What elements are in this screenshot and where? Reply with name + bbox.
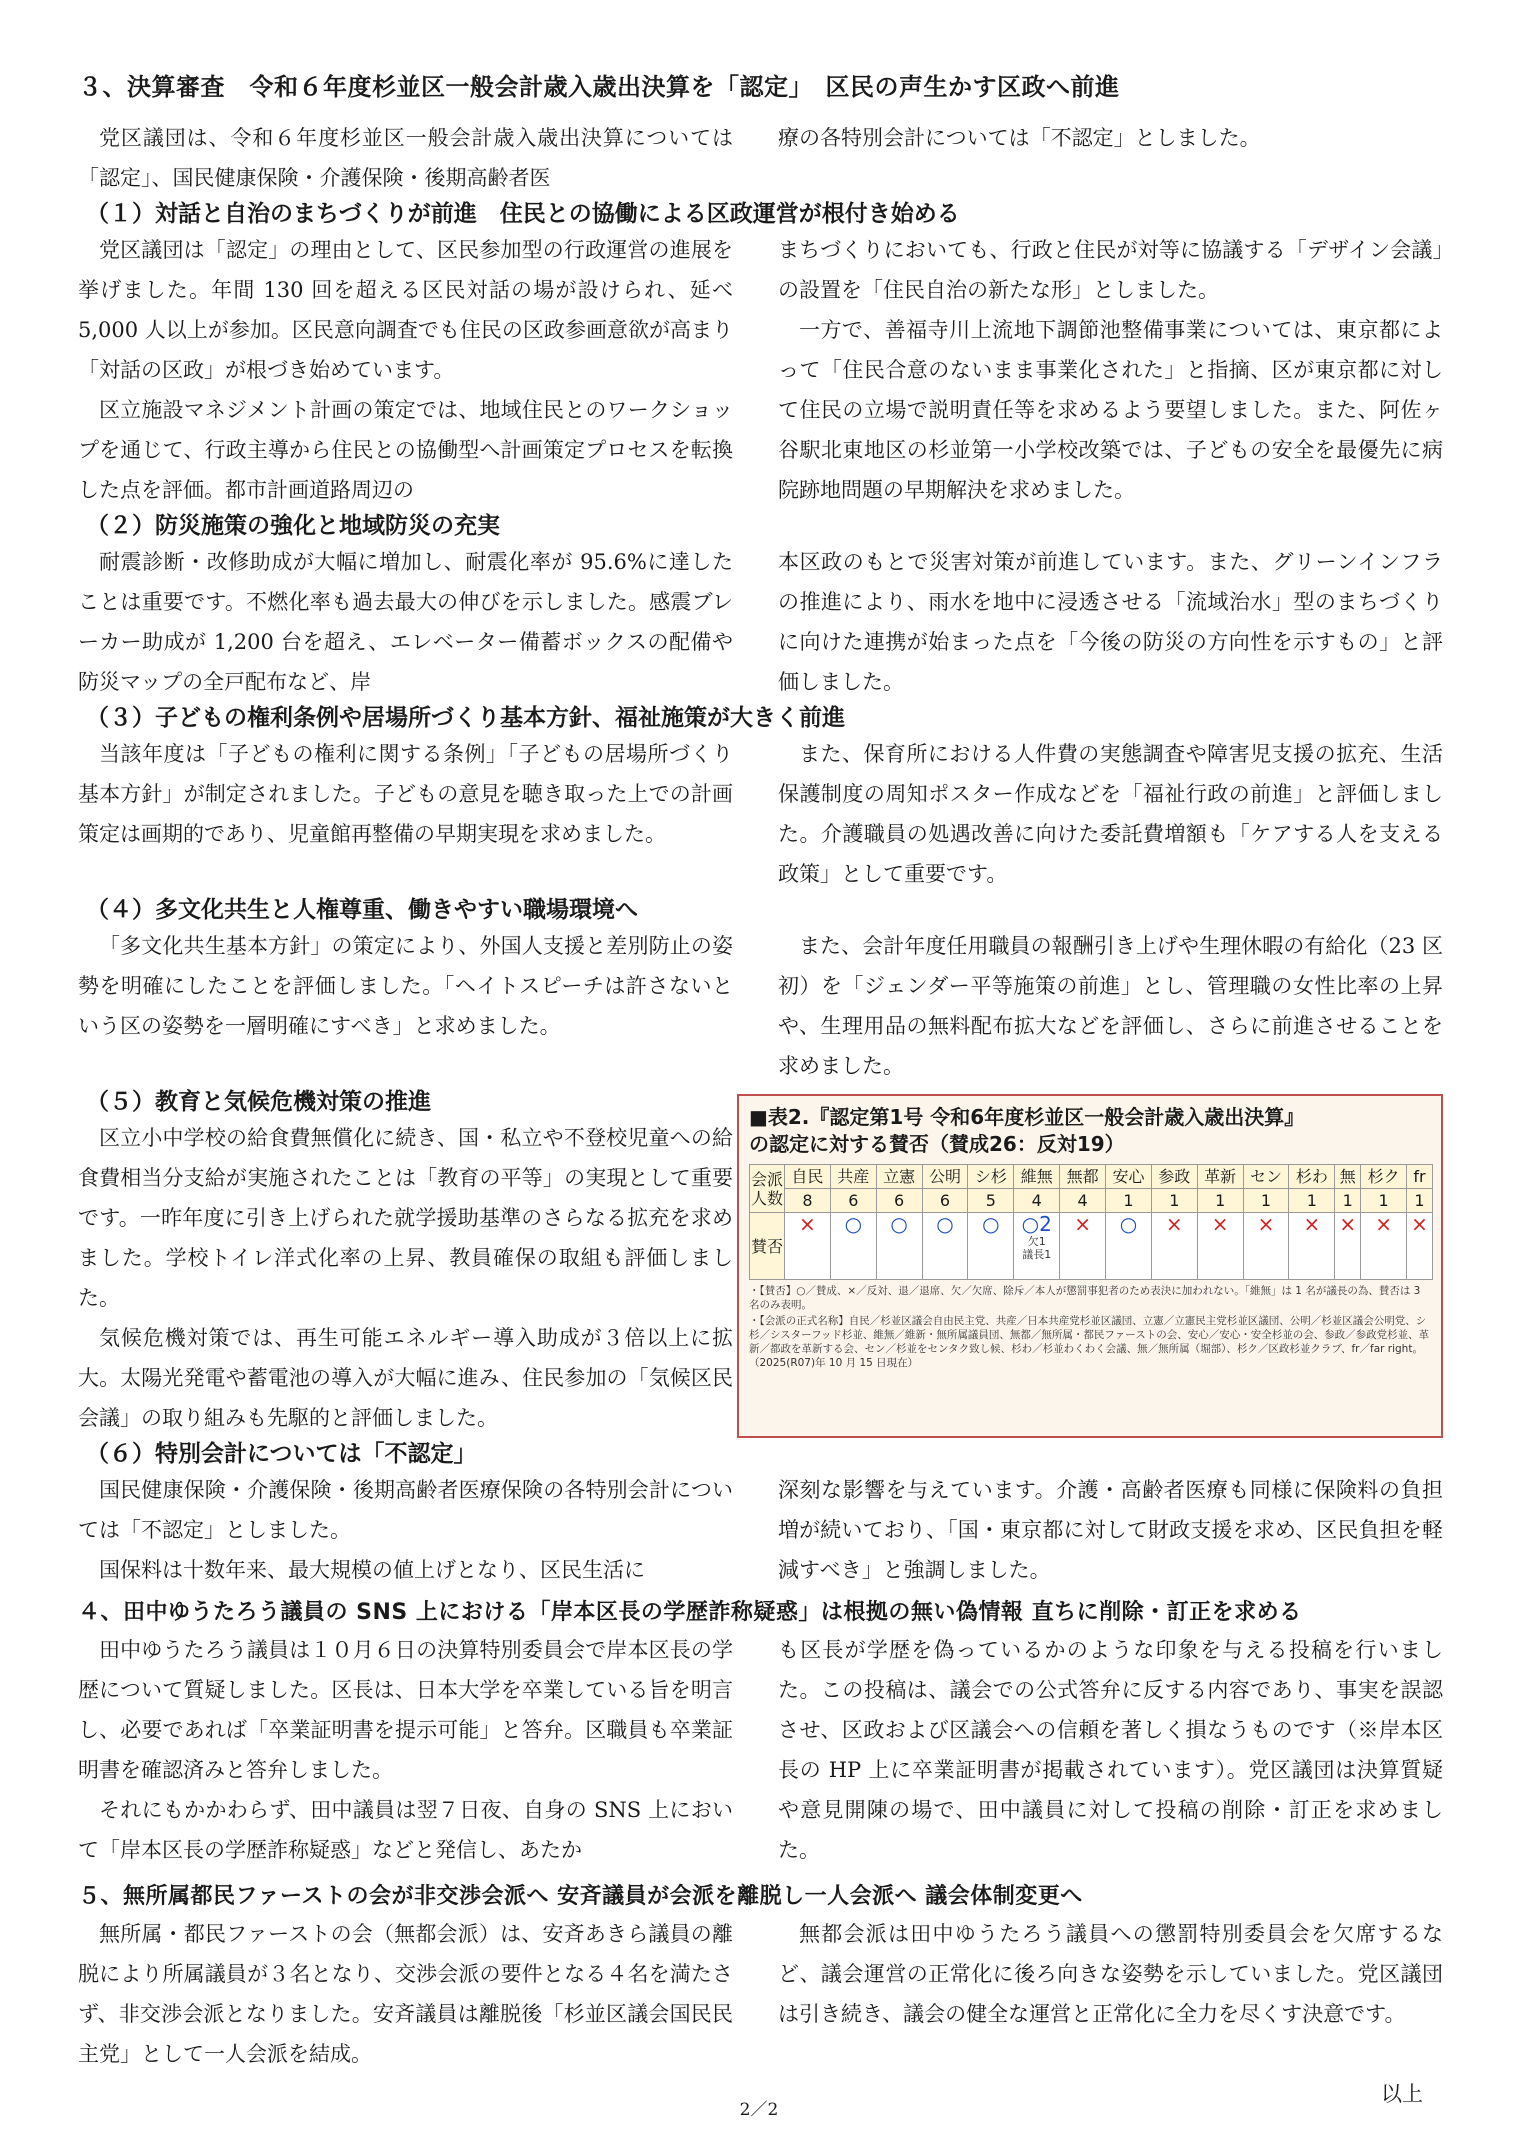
paragraph: 一方で、善福寺川上流地下調節池整備事業については、東京都によって「住民合意のないまま事業化された」と指摘、区が東京都に対して住民の立場で説明責任等を求めるよう要望しました。また、阿佐ヶ谷駅北東地区の杉並第一小学校改築では、子どもの安全を最優先に病院跡地問題の早期解決を求めました。 xyxy=(778,318,1443,502)
section-5-body xyxy=(78,1914,1443,2074)
party-name-cell: 立憲 xyxy=(876,1165,922,1189)
party-vote-cell xyxy=(1361,1213,1407,1280)
subsection-1-heading: （１）対話と自治のまちづくりが前進 住民との協働による区政運営が根付き始める xyxy=(86,201,960,227)
party-vote-cell xyxy=(785,1213,831,1280)
table-label-party xyxy=(750,1165,785,1213)
oppose-mark: × xyxy=(1411,1212,1428,1236)
section-5-heading: ５、無所属都民ファーストの会が非交渉会派へ 安斉議員が会派を離脱し一人会派へ 議会体制変更へ xyxy=(78,1884,1083,1909)
party-count-cell: 1 xyxy=(1361,1189,1407,1213)
subsection-4-body xyxy=(78,926,1443,1086)
paragraph: 気候危機対策では、再生可能エネルギー導入助成が３倍以上に拡大。太陽光発電や蓄電池の導入が大幅に進み、住民参加の「気候区民会議」の取り組みも先駆的と評価しました。 xyxy=(78,1326,733,1430)
approve-mark: ○ xyxy=(890,1212,908,1236)
vote-table-subtitle: の認定に対する賛否（賛成26：反対19） xyxy=(749,1132,1125,1156)
oppose-mark: × xyxy=(1257,1212,1275,1236)
oppose-mark: × xyxy=(1074,1212,1091,1236)
oppose-mark: × xyxy=(1303,1212,1321,1236)
vote-table-notes xyxy=(749,1284,1433,1370)
party-name-cell: 自民 xyxy=(785,1165,831,1189)
party-name-cell: 無都 xyxy=(1060,1165,1106,1189)
subsection-3-body xyxy=(78,734,1443,894)
party-name-cell: 杉わ xyxy=(1289,1165,1335,1189)
table-label-vote: 賛否 xyxy=(750,1213,785,1280)
section-4-body xyxy=(78,1630,1443,1870)
approve-mark: ○ xyxy=(1119,1212,1138,1236)
party-name-cell: 公明 xyxy=(922,1165,968,1189)
paragraph: まちづくりにおいても、行政と住民が対等に協議する「デザイン会議」の設置を「住民自治の新たな形」としました。 xyxy=(778,238,1443,302)
paragraph: また、会計年度任用職員の報酬引き上げや生理休暇の有給化（23 区初）を「ジェンダー平等施策の前進」とし、管理職の女性比率の上昇や、生理用品の無料配布拡大などを評価し、さらに前進させることを求めました。 xyxy=(778,934,1443,1078)
paragraph: も区長が学歴を偽っているかのような印象を与える投稿を行いました。この投稿は、議会での公式答弁に反する内容であり、事実を誤認させ、区政および区議会への信頼を著しく損なうものです（※岸本区長の HP 上に卒業証明書が掲載されています）。党区議団は決算質疑や意見開陳の場で、田中議員に対して投稿の削除・訂正を求めました。 xyxy=(778,1638,1443,1862)
paragraph: 療の各特別会計については「不認定」としました。 xyxy=(778,126,1261,150)
party-vote-cell xyxy=(922,1213,968,1280)
oppose-mark: × xyxy=(1375,1212,1392,1236)
party-name-cell: 維無 xyxy=(1014,1165,1060,1189)
vote-table xyxy=(749,1164,1433,1280)
party-vote-cell xyxy=(830,1213,876,1280)
oppose-mark: × xyxy=(1165,1212,1183,1236)
approve-mark: ○ xyxy=(982,1212,1000,1236)
party-count-cell: 1 xyxy=(1151,1189,1197,1213)
party-vote-cell xyxy=(876,1213,922,1280)
party-vote-cell xyxy=(1060,1213,1106,1280)
paragraph: 国保料は十数年来、最大規模の値上げとなり、区民生活に xyxy=(99,1558,645,1582)
party-name-cell: 無 xyxy=(1335,1165,1361,1189)
paragraph: それにもかかわらず、田中議員は翌７日夜、自身の SNS 上において「岸本区長の学歴詐称疑惑」などと発信し、あたか xyxy=(78,1798,733,1862)
paragraph: 党区議団は、令和６年度杉並区一般会計歳入歳出決算については「認定」、国民健康保険・介護保険・後期高齢者医 xyxy=(78,126,733,190)
party-count-cell: 6 xyxy=(830,1189,876,1213)
paragraph: 本区政のもとで災害対策が前進しています。また、グリーンインフラの推進により、雨水を地中に浸透させる「流域治水」型のまちづくりに向けた連携が始まった点を「今後の防災の方向性を示すもの」と評価しました。 xyxy=(778,550,1443,694)
party-count-cell: 6 xyxy=(876,1189,922,1213)
subsection-5-block xyxy=(78,1086,1443,1438)
paragraph: 「多文化共生基本方針」の策定により、外国人支援と差別防止の姿勢を明確にしたことを評価しました。「ヘイトスピーチは許さないという区の姿勢を一層明確にすべき」と求めました。 xyxy=(78,934,733,1038)
paragraph: 無都会派は田中ゆうたろう議員への懲罰特別委員会を欠席するなど、議会運営の正常化に後ろ向きな姿勢を示していました。党区議団は引き続き、議会の健全な運営と正常化に全力を尽くす決意です。 xyxy=(778,1922,1443,2026)
subsection-2-heading: （２）防災施策の強化と地域防災の充実 xyxy=(86,513,500,539)
party-vote-cell xyxy=(1289,1213,1335,1280)
section-4-heading: ４、田中ゆうたろう議員の SNS 上における「岸本区長の学歴詐称疑惑」は根拠の無い偽情報 直ちに削除・訂正を求める xyxy=(78,1600,1302,1625)
party-vote-cell xyxy=(1106,1213,1152,1280)
party-vote-cell xyxy=(1407,1213,1433,1280)
paragraph: 深刻な影響を与えています。介護・高齢者医療も同様に保険料の負担増が続いており、「国・東京都に対して財政支援を求め、区民負担を軽減すべき」と強調しました。 xyxy=(778,1478,1443,1582)
party-name-cell: 共産 xyxy=(830,1165,876,1189)
vote-table-title: ■表2.『認定第1号 令和6年度杉並区一般会計歳入歳出決算』 xyxy=(749,1105,1305,1129)
note-text: ・【会派の正式名称】自民／杉並区議会自由民主党、共産／日本共産党杉並区議団、立憲／立憲民主党杉並区議団、公明／杉並区議会公明党、シ杉／シスターフッド杉並、維無／維新・無所属議員団、無都／無所属・都民ファーストの会、安心／安心・安全杉並の会、参政／参政党杉並、革新／都政を革新する会、セン／杉並をセンタク致し候、杉わ／杉並わくわく会議、無／無所属（堀部）、杉ク／区政杉並クラブ、fr／far right。（2025(R07)年 10 月 15 日現在） xyxy=(749,1315,1430,1369)
approve-mark: ○ xyxy=(936,1212,954,1236)
subsection-5-heading: （５）教育と気候危機対策の推進 xyxy=(86,1089,431,1115)
party-count-cell: 1 xyxy=(1335,1189,1361,1213)
approve-mark: ○2 xyxy=(1021,1212,1052,1236)
party-count-cell: 6 xyxy=(922,1189,968,1213)
vote-subnote: 欠1 xyxy=(1027,1235,1046,1248)
subsection-6-heading: （６）特別会計については「不認定」 xyxy=(86,1441,477,1467)
label-text: 会派 xyxy=(751,1169,784,1189)
subsection-2-body xyxy=(78,542,1443,702)
paragraph: 区立小中学校の給食費無償化に続き、国・私立や不登校児童への給食費相当分支給が実施されたことは「教育の平等」の実現として重要です。一昨年度に引き上げられた就学援助基準のさらなる拡充を求めました。学校トイレ洋式化率の上昇、教員確保の取組も評価しました。 xyxy=(78,1126,733,1310)
paragraph: 当該年度は「子どもの権利に関する条例」「子どもの居場所づくり基本方針」が制定されました。子どもの意見を聴き取った上での計画策定は画期的であり、児童館再整備の早期実現を求めました。 xyxy=(78,742,733,846)
party-name-cell: 安心 xyxy=(1106,1165,1152,1189)
party-count-cell: 5 xyxy=(968,1189,1014,1213)
party-count-cell: 1 xyxy=(1106,1189,1152,1213)
party-vote-cell xyxy=(1151,1213,1197,1280)
party-count-cell: 8 xyxy=(785,1189,831,1213)
party-count-cell: 1 xyxy=(1243,1189,1289,1213)
party-name-cell: fr xyxy=(1407,1165,1433,1189)
section-3-heading: ３、決算審査 令和６年度杉並区一般会計歳入歳出決算を「認定」 区民の声生かす区政へ前進 xyxy=(78,73,1120,101)
document-page xyxy=(78,70,1443,2114)
oppose-mark: × xyxy=(1211,1212,1229,1236)
label-text: 人数 xyxy=(751,1188,784,1208)
party-vote-cell xyxy=(1014,1213,1060,1280)
subsection-1-body xyxy=(78,230,1443,510)
party-name-cell: 参政 xyxy=(1151,1165,1197,1189)
paragraph: 田中ゆうたろう議員は１０月６日の決算特別委員会で岸本区長の学歴について質疑しました。区長は、日本大学を卒業している旨を明言し、必要であれば「卒業証明書を提示可能」と答弁。区職員も卒業証明書を確認済みと答弁しました。 xyxy=(78,1638,733,1782)
party-name-cell: セン xyxy=(1243,1165,1289,1189)
subsection-4-heading: （４）多文化共生と人権尊重、働きやすい職場環境へ xyxy=(86,897,638,923)
party-name-cell: 革新 xyxy=(1197,1165,1243,1189)
paragraph: 無所属・都民ファーストの会（無都会派）は、安斉あきら議員の離脱により所属議員が３名となり、交渉会派の要件となる４名を満たさず、非交渉会派となりました。安斉議員は離脱後「杉並区議会国民民主党」として一人会派を結成。 xyxy=(78,1922,733,2066)
subsection-3-heading: （３）子どもの権利条例や居場所づくり基本方針、福祉施策が大きく前進 xyxy=(86,705,845,731)
paragraph: 耐震診断・改修助成が大幅に増加し、耐震化率が 95.6%に達したことは重要です。不燃化率も過去最大の伸びを示しました。感震ブレーカー助成が 1,200 台を超え、エレベーター備蓄ボックスの配備や防災マップの全戸配布など、岸 xyxy=(78,550,733,694)
party-vote-cell xyxy=(1197,1213,1243,1280)
party-count-cell: 4 xyxy=(1060,1189,1106,1213)
oppose-mark: × xyxy=(799,1212,816,1236)
vote-table-box xyxy=(737,1094,1443,1438)
party-vote-cell xyxy=(1335,1213,1361,1280)
party-vote-cell xyxy=(1243,1213,1289,1280)
page-number: 2／2 xyxy=(739,2100,779,2120)
party-name-cell: 杉ク xyxy=(1361,1165,1407,1189)
subsection-6-body xyxy=(78,1470,1443,1590)
section-3-intro xyxy=(78,118,1443,198)
vote-subnote: 議長1 xyxy=(1022,1248,1052,1261)
oppose-mark: × xyxy=(1339,1212,1357,1236)
paragraph: また、保育所における人件費の実態調査や障害児支援の拡充、生活保護制度の周知ポスター作成などを「福祉行政の前進」と評価しました。介護職員の処遇改善に向けた委託費増額も「ケアする人を支える政策」として重要です。 xyxy=(778,742,1443,886)
party-count-cell: 1 xyxy=(1289,1189,1335,1213)
paragraph: 区立施設マネジメント計画の策定では、地域住民とのワークショップを通じて、行政主導から住民との協働型へ計画策定プロセスを転換した点を評価。都市計画道路周辺の xyxy=(78,398,733,502)
party-count-cell: 1 xyxy=(1197,1189,1243,1213)
closing-text: 以上 xyxy=(1381,2082,1423,2106)
party-vote-cell xyxy=(968,1213,1014,1280)
party-name-cell: シ杉 xyxy=(968,1165,1014,1189)
note-text: ・【賛否】○／賛成、×／反対、退／退席、欠／欠席、除斥／本人が懲罰事犯者のため表決に加われない。「維無」は 1 名が議長の為、賛否は 3 名のみ表明。 xyxy=(749,1285,1421,1311)
paragraph: 党区議団は「認定」の理由として、区民参加型の行政運営の進展を挙げました。年間 130 回を超える区民対話の場が設けられ、延べ 5,000 人以上が参加。区民意向調査でも住民の区政参画意欲が高まり「対話の区政」が根づき始めています。 xyxy=(78,238,733,382)
paragraph: 国民健康保険・介護保険・後期高齢者医療保険の各特別会計については「不認定」としました。 xyxy=(78,1478,733,1542)
approve-mark: ○ xyxy=(844,1212,863,1236)
party-count-cell: 1 xyxy=(1407,1189,1433,1213)
party-count-cell: 4 xyxy=(1014,1189,1060,1213)
